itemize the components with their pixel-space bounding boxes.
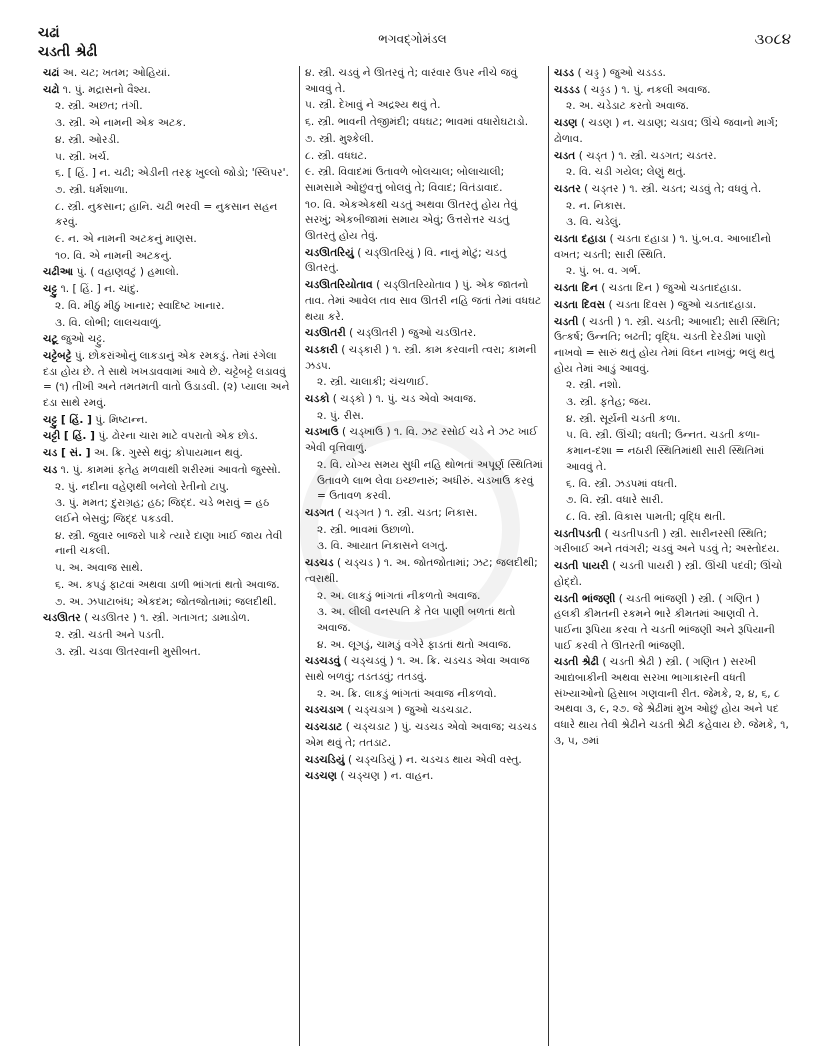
entry-headword: ચડચણ — [305, 770, 338, 783]
entry-definition: ૪. સ્ત્રી. જુવાર બાજરો પાકે ત્યારે દાણા ખાઈ જાય તેવી નાની ચકલી. — [55, 529, 283, 558]
entry-headword: ચટ્ટુ — [43, 283, 58, 296]
dictionary-entry — [305, 278, 543, 325]
dictionary-entry — [305, 343, 543, 374]
entry-headword: ચડતીપડતી — [554, 527, 602, 540]
entry-definition: ( ચડ્ડ ) જુઓ ચડડડ. — [577, 67, 666, 79]
entry-sense — [305, 149, 543, 165]
entry-headword: ચડતા દિન — [554, 282, 598, 295]
entry-sense — [43, 496, 294, 527]
entry-definition: ૯. સ્ત્રી. વિવાદમાં ઉતાવળે બોલચાલ; બોલાચાલી; સામસામે ઓછુંવત્તું બોલવું તે; વિવાદ; વિતંડાવાદ. — [305, 166, 505, 194]
dictionary-entry — [43, 282, 294, 298]
dictionary-entry — [305, 326, 543, 342]
entry-definition: ( ચડતી ) ૧. સ્ત્રી. ચડતી; આબાદી; સારી સ્થિતિ; ઉત્કર્ષ; ઉન્નતિ; બઢતી; વૃદ્ધિ. ચડતી દેરડીમાં પાણો નાખવો = સારું થતું હોય તેમાં વિઘ્ન નાખવું; ભલું થતું હોય તેમાં આડું આવવું. — [554, 315, 781, 375]
entry-sense — [43, 595, 294, 611]
entry-sense — [554, 395, 789, 411]
entry-definition: ( ચડતા દિવસ ) જુઓ ચડતાદહાડા. — [608, 298, 757, 311]
dictionary-entry — [554, 232, 789, 263]
dictionary-entry — [43, 413, 294, 429]
dictionary-entry — [554, 298, 789, 314]
entry-definition: ( ચડ્ગત ) ૧. સ્ત્રી. ચડત; નિકાસ. — [337, 506, 478, 519]
entry-headword: ચટ્ટુ [ હિં. ] — [43, 413, 92, 426]
dictionary-entry — [554, 66, 789, 82]
entry-definition: ૫. અ. અવાજ સાથે. — [55, 562, 144, 575]
entry-definition: ૭. સ્ત્રી. ધર્મશાળા. — [55, 183, 129, 196]
entry-definition: ( ચડ્ડડ ) ૧. પું. નકલી અવાજ. — [583, 83, 711, 96]
entry-headword: ચડચડાટ — [305, 721, 343, 734]
entry-definition: ( ચડ્ચડિયું ) ન. ચડચડ થાય એવી વસ્તુ. — [348, 753, 522, 766]
entry-definition: ૪. સ્ત્રી. ઓરડી. — [55, 133, 120, 146]
entry-headword: ચઢાં — [43, 67, 60, 79]
entry-sense — [43, 480, 294, 496]
entry-definition: ૪. સ્ત્રી. સૂર્યની ચડતી કળા. — [566, 412, 681, 425]
entry-definition: અ. ક્રિ. ગુસ્સે થવું; કોપાયમાન થવું. — [94, 447, 243, 460]
column-1 — [38, 66, 300, 1046]
entry-sense — [43, 628, 294, 644]
entry-headword: ચડણ — [554, 117, 578, 130]
entry-definition: ૬. [ હિં. ] ન. ચઢી; એડીની તરફ ખુલ્લો જોડો; 'સ્લિપર'. — [55, 167, 289, 180]
entry-headword: ચડચડાગ — [305, 704, 344, 717]
entry-sense — [554, 99, 789, 115]
entry-definition: ( ચડ્ચડાગ ) જુઓ ચડચડાટ. — [347, 704, 473, 717]
dictionary-title: ભગવદ્ગોમંડલ — [378, 32, 447, 46]
entry-headword: ચડત — [554, 149, 576, 162]
entry-headword: ચડડડ — [554, 83, 580, 96]
entry-definition: ૨. સ્ત્રી. ચાલાકી; ચંચળાઈ. — [317, 376, 429, 389]
entry-definition: જુઓ ચટ્ટુ. — [61, 333, 106, 346]
entry-definition: ૧૦. વિ. એકએકથી ચડતું અથવા ઊતરતું હોય તેવું સરખું; એકબીજામાં સમાય એવું; ઉત્તરોત્તર ચડતું ઊતરતું હોય તેવું. — [305, 198, 518, 243]
dictionary-entry — [554, 83, 789, 99]
entry-definition: ૩. અ. લીલી વનસ્પતિ કે તેલ પાણી બળતાં થતો અવાજ. — [317, 606, 516, 634]
entry-sense — [43, 150, 294, 166]
page-number: ૩૦૮૪ — [754, 30, 791, 48]
dictionary-entry — [305, 703, 543, 719]
entry-definition: ( ચડ્તર ) ૧. સ્ત્રી. ચડત; ચડવું તે; વધવું તે. — [584, 182, 762, 195]
entry-sense — [305, 409, 543, 425]
entry-definition: ૧. પું. મદ્રાસનો વૈશ્ય. — [62, 83, 151, 96]
dictionary-entry — [305, 720, 543, 751]
entry-definition: ૮. સ્ત્રી. નુકસાન; હાનિ. ચઢી ભરવી = નુકસાન સહન કરવું. — [55, 200, 278, 229]
entry-sense — [305, 638, 543, 654]
entry-sense — [554, 165, 789, 181]
entry-definition: પું. છોકરાંઓનું લાકડાનું એક રમકડું. તેમાં રંગેલા દડા હોય છે. તે સાથે ખખડાવવામાં આવે છે. ચટ્ટેબટ્ટે લડાવવું = (૧) તીખી અને તમતમતી વાતો ઉડાડવી. (૨) પ્યાલા અને દડા સાથે રમવું. — [43, 349, 290, 410]
dictionary-entry — [43, 611, 294, 627]
entry-definition: ( ચડતા દિન ) જુઓ ચડતાદહાડા. — [601, 282, 742, 295]
entry-definition: ૧. [ હિં. ] ન. ચાંદુ. — [60, 283, 140, 296]
entry-definition: ( ચડતી શ્રેઢી ) સ્ત્રી. ( ગણિત ) સરખી આદ્યબાકીની અથવા સરખા ભાગાકારની વધતી સંખ્યાઓનો હિસાબ ગણવાની રીત. જેમકે, ૨, ૪, ૬, ૮ અથવા ૩, ૯, ૨૭. જે શ્રેઢીમાં મુખ ઓછું હોય અને પદ વધારે થાય તેવી શ્રેઢીને ચડતી શ્રેઢી કહેવાય છે. જેમકે, ૧, ૩, ૫, ૭માં — [554, 656, 789, 747]
dictionary-entry — [305, 506, 543, 522]
entry-sense — [305, 539, 543, 555]
entry-definition: ( ચડ્ઊતરી ) જુઓ ચડઊતર. — [349, 327, 477, 340]
entry-definition: ૪. અ. લૂગડું, ચામડું વગેરે ફાડતાં થતો અવાજ. — [317, 638, 512, 651]
entry-definition: ૩. વિ. લોભી; લાલચવાળું. — [55, 316, 162, 329]
entry-definition: ૩. સ્ત્રી. એ નામની એક અટક. — [55, 117, 187, 130]
entry-definition: ૨. પું. નદીના વહેણથી બનેલો રેતીનો ટાપુ. — [55, 480, 230, 493]
dictionary-entry — [43, 429, 294, 445]
entry-headword: ચડઊતરિયોતાવ — [305, 279, 373, 292]
entry-definition: ( ચડતી પાયરી ) સ્ત્રી. ઊંચી પદવી; ઊંચો હોદ્દો. — [554, 560, 783, 588]
entry-sense — [43, 578, 294, 594]
entry-definition: ૨. પું. બ. વ. ગર્ભ. — [566, 265, 641, 278]
dictionary-entry — [43, 332, 294, 348]
entry-headword: ચડતા દહાડા — [554, 233, 607, 246]
dictionary-entry — [43, 446, 294, 462]
entry-sense — [43, 299, 294, 315]
entry-headword: ચડઊતર — [43, 612, 81, 625]
entry-sense — [305, 98, 543, 114]
entry-headword: ચડચડ — [305, 557, 334, 570]
entry-headword: ચટ્ટેબટ્ટે — [43, 349, 72, 362]
dictionary-entry — [43, 66, 294, 82]
entry-headword: ચડતી પાયરી — [554, 560, 609, 573]
entry-sense — [43, 249, 294, 265]
entry-definition: ૨. અ. લાકડું ભાંગતાં નીકળતો અવાજ. — [317, 589, 481, 602]
entry-headword: ચડઊતરિયું — [305, 246, 354, 259]
entry-definition: ( ચડ્ચડ ) ૧. અ. જોતજોતામાં; ઝટ; જલદીથી; ત્વરાથી. — [305, 557, 538, 585]
dictionary-entry — [305, 654, 543, 685]
entry-headword: ચડઊતરી — [305, 327, 346, 340]
entry-sense — [305, 523, 543, 539]
entry-sense — [43, 232, 294, 248]
dictionary-entry — [305, 392, 543, 408]
entry-sense — [305, 198, 543, 245]
entry-sense — [43, 183, 294, 199]
dictionary-entry — [554, 559, 789, 590]
entry-definition: ૨. વિ. યોગ્ય સમય સુધી નહિ થોભતાં અપૂર્ણ સ્થિતિમાં ઉતાવળે લાભ લેવા ઇચ્છનારું; અધીરું. ચડખાઉ કરવું = ઉતાવળ કરવી. — [317, 458, 543, 503]
entry-definition: ૨. સ્ત્રી. ભાવમાં ઉછાળો. — [317, 523, 415, 536]
entry-sense — [43, 99, 294, 115]
entry-definition: ૬. સ્ત્રી. ભાવની તેજીમંદી; વધઘટ; ભાવમાં વધારોઘટાડો. — [305, 116, 529, 129]
entry-headword: ચઢો — [43, 83, 60, 96]
entry-definition: ૨. સ્ત્રી. અછત; તંગી. — [55, 100, 143, 113]
entry-definition: ( ચડતા દહાડા ) ૧. પું.બ.વ. આબાદીનો વખત; ચડતી; સારી સ્થિતિ. — [554, 233, 771, 261]
dictionary-entry — [554, 182, 789, 198]
entry-headword: ચડગત — [305, 506, 335, 519]
entry-definition: ૨. અ. ક્રિ. લાકડું ભાંગતાં અવાજ નીકળવો. — [317, 687, 497, 700]
entry-definition: ૧૦. વિ. એ નામની અટકનું. — [55, 249, 172, 262]
entry-definition: ૫. વિ. સ્ત્રી. ઊંચી; વધતી; ઉન્નત. ચડતી કળા-કમાન-દશા = નઠારી સ્થિતિમાંથી સારી સ્થિતિમાં આવવું તે. — [566, 429, 765, 473]
entry-sense — [305, 165, 543, 196]
entry-definition: ૨. વિ. મીઠું મીઠું ખાનાર; સ્વાદિષ્ટ ખાનાર. — [55, 299, 225, 312]
entry-sense — [554, 477, 789, 493]
entry-definition: ( ચડતી ભાંજણી ) સ્ત્રી. ( ગણિત ) હલકી કીમતની રકમને ભારે કીમતમાં આણવી તે. પાઈના રૂપિયા કરવા તે ચડતી ભાંજણી અને રૂપિયાની પાઈ કરવી તે ઊતરતી ભાંજણી. — [554, 592, 775, 652]
entry-sense — [43, 529, 294, 560]
entry-sense — [43, 645, 294, 661]
entry-definition: ૩. વિ. ચડેલું. — [566, 216, 622, 229]
dictionary-entry — [43, 463, 294, 479]
entry-headword: ચડતી શ્રેઢી — [554, 656, 599, 669]
entry-definition: ૪. સ્ત્રી. ચડવું ને ઊતરવું તે; વારંવાર ઉપર નીચે જવું આવવું તે. — [305, 67, 518, 95]
guide-word-last: ચડતી શ્રેઢી — [38, 44, 98, 60]
entry-definition: પું. મિષ્ટાન્ન. — [95, 413, 148, 426]
entry-definition: ૩. સ્ત્રી. ચડવા ઊતરવાની મુસીબત. — [55, 645, 201, 658]
entry-headword: ચડખાઉ — [305, 426, 339, 439]
column-3 — [549, 66, 794, 1046]
entry-sense — [554, 378, 789, 394]
entry-headword: ચડકારી — [305, 343, 338, 356]
entry-definition: ૨. ન. નિકાસ. — [566, 199, 626, 212]
dictionary-entry — [305, 425, 543, 456]
entry-definition: ( ચડતીપડતી ) સ્ત્રી. સારીનરસી સ્થિતિ; ગરીબાઈ અને તવંગરી; ચડવું અને પડવું તે; અસ્તોદય. — [554, 527, 780, 556]
entry-definition: ૭. સ્ત્રી. મુશ્કેલી. — [305, 132, 374, 145]
entry-sense — [305, 458, 543, 505]
entry-headword: ચડચડિયું — [305, 753, 345, 766]
entry-sense — [305, 132, 543, 148]
entry-sense — [554, 215, 789, 231]
entry-sense — [43, 316, 294, 332]
entry-headword: ચટ્ટી [ હિં. ] — [43, 430, 95, 443]
entry-definition: ૧. પું. કામમાં ફતેહ મળવાથી શરીરમાં આવતો જુસ્સો. — [60, 463, 281, 476]
entry-sense — [305, 66, 543, 97]
dictionary-entry — [305, 753, 543, 769]
entry-sense — [554, 199, 789, 215]
dictionary-entry — [305, 769, 543, 785]
entry-headword: ચડતા દિવસ — [554, 298, 606, 311]
entry-headword: ચડકો — [305, 393, 330, 406]
entry-sense — [43, 116, 294, 132]
entry-definition: ૨. સ્ત્રી. નશો. — [566, 379, 622, 392]
entry-sense — [554, 510, 789, 526]
entry-headword: ચડ — [43, 463, 58, 476]
entry-definition: ૯. ન. એ નામની અટકનું માણસ. — [55, 233, 197, 246]
dictionary-entry — [305, 556, 543, 587]
entry-headword: ચડતી ભાંજણી — [554, 592, 616, 605]
entry-sense — [43, 133, 294, 149]
entry-definition: ( ચડ્ઊતરિયું ) વિ. નાનું મોટું; ચડતું ઊતરતું. — [305, 246, 507, 275]
column-2 — [300, 66, 549, 1046]
entry-sense — [43, 200, 294, 231]
dictionary-entry — [554, 527, 789, 558]
dictionary-entry — [554, 149, 789, 165]
dictionary-columns — [38, 66, 794, 1046]
entry-definition: ૨. સ્ત્રી. ચડતી અને પડતી. — [55, 628, 165, 641]
entry-sense — [305, 115, 543, 131]
entry-definition: ૨. પું. રીસ. — [317, 409, 365, 422]
entry-headword: ચઢીઆ — [43, 266, 74, 279]
entry-definition: ( ચડ્ચણ ) ન. વાહન. — [340, 770, 434, 783]
entry-sense — [554, 412, 789, 428]
dictionary-entry — [43, 83, 294, 99]
entry-sense — [305, 589, 543, 605]
entry-definition: ( ચડ્કારી ) ૧. સ્ત્રી. કામ કરવાની ત્વરા; કામની ઝડપ. — [305, 343, 537, 372]
entry-headword: ચડતી — [554, 315, 579, 328]
entry-sense — [305, 375, 543, 391]
guide-word-first: ચઢાં — [38, 25, 60, 41]
entry-definition: ૫. સ્ત્રી. દેખાવું ને અદ્રશ્ય થવું તે. — [305, 99, 441, 112]
entry-definition: ( ચડઊતર ) ૧. સ્ત્રી. ગતાગત; ડામાડોળ. — [84, 612, 250, 625]
entry-definition: ૭. અ. ઝપાટાબંધ; એકદમ; જોતજોતામાં; જલદીથી. — [55, 595, 277, 608]
dictionary-entry — [554, 281, 789, 297]
entry-definition: ૮. વિ. સ્ત્રી. વિકાસ પામતી; વૃદ્ધિ થતી. — [566, 510, 726, 523]
entry-headword: ચડ [ સં. ] — [43, 447, 91, 460]
dictionary-entry — [554, 116, 789, 147]
entry-headword: ચડડ — [554, 67, 575, 79]
entry-sense — [43, 166, 294, 182]
entry-definition: ૮. સ્ત્રી. વધઘટ. — [305, 149, 368, 162]
entry-definition: ૫. સ્ત્રી. ખર્ચ. — [55, 150, 110, 163]
entry-definition: ( ચડ્કો ) ૧. પું. ચડ એવો અવાજ. — [332, 393, 477, 406]
dictionary-entry — [554, 655, 789, 749]
entry-definition: અ. ચટ; ખતમ; ઓહિયાં. — [62, 67, 171, 79]
entry-sense — [305, 605, 543, 636]
entry-definition: ૬. વિ. સ્ત્રી. ઝડપમાં વધતી. — [566, 477, 678, 490]
entry-sense — [554, 428, 789, 475]
entry-headword: ચડતર — [554, 182, 581, 195]
entry-definition: ૬. અ. કપડું ફાટવાં અથવા ડાળી ભાંગતાં થતો અવાજ. — [55, 578, 280, 591]
entry-definition: ( ચડ્ત ) ૧. સ્ત્રી. ચડગત; ચડતર. — [578, 149, 717, 162]
entry-definition: ( ચડ્ખાઉ ) ૧. વિ. ઝટ રસોઈ ચડે ને ઝટ ખાઈ એવી વૃત્તિવાળું. — [305, 426, 538, 455]
entry-headword: ચડચડવું — [305, 655, 341, 668]
entry-definition: ૩. વિ. આયાત નિકાસને લગતું. — [317, 540, 448, 553]
dictionary-entry — [43, 349, 294, 412]
entry-headword: ચટૂ — [43, 333, 58, 346]
dictionary-entry — [554, 592, 789, 655]
entry-sense — [554, 493, 789, 509]
dictionary-entry — [554, 315, 789, 378]
entry-definition: ( ચડ્ચડવું ) ૧. અ. ક્રિ. ચડચડ એવા અવાજ સાથે બળવું; તડતડવું; તતડવું. — [305, 655, 530, 684]
entry-definition: ૩. પું. મમત; દુરાગ્રહ; હઠ; જિદ્દ. ચડે ભરાવું = હઠ લઈને બેસવું; જિદ્દ પકડવી. — [55, 497, 270, 525]
entry-definition: ૨. અ. ચડેડાટ કરતો અવાજ. — [566, 100, 689, 113]
entry-definition: ( ચડ્ચડાટ ) પું. ચડચડ એવો અવાજ; ચડચડ એમ થવું તે; તતડાટ. — [305, 721, 537, 749]
entry-definition: ૨. વિ. ચડી ગયેલ; લેણું થતું. — [566, 166, 686, 179]
dictionary-entry — [305, 246, 543, 277]
entry-sense — [305, 687, 543, 703]
entry-definition: ૭. વિ. સ્ત્રી. વધારે સારી. — [566, 494, 664, 507]
entry-definition: ૩. સ્ત્રી. ફતેહ; જય. — [566, 396, 652, 409]
dictionary-entry — [43, 265, 294, 281]
entry-definition: પું. ઢોરના ચારા માટે વપરાતો એક છોડ. — [98, 430, 258, 443]
entry-definition: ( ચડ્ઊતરિયોતાવ ) પું. એક જાતનો તાવ. તેમાં આવેલ તાવ સાવ ઊતરી નહિ જતાં તેમાં વધઘટ થયા કરે. — [305, 279, 542, 323]
entry-definition: ( ચડણ ) ન. ચડાણ; ચડાવ; ઊંચે જવાનો માર્ગ; ઢોળાવ. — [554, 117, 779, 145]
entry-sense — [554, 264, 789, 280]
entry-sense — [43, 561, 294, 577]
entry-definition: પું. ( વહાણવટું ) હમાલો. — [76, 266, 179, 279]
